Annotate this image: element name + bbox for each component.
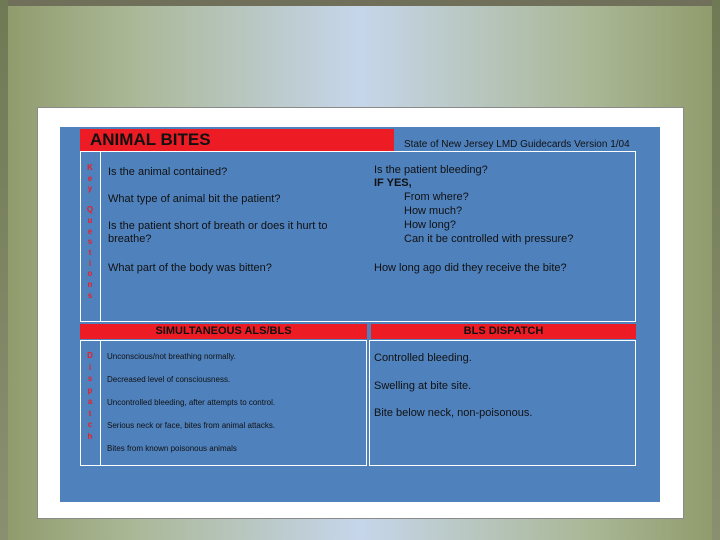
question-bleeding: Is the patient bleeding?: [374, 164, 488, 176]
bls-item-controlled-bleeding: Controlled bleeding.: [374, 352, 472, 364]
card-title: ANIMAL BITES: [80, 129, 394, 151]
als-item-decreased-consciousness: Decreased level of consciousness.: [107, 375, 231, 384]
sub-question-pressure: Can it be controlled with pressure?: [404, 233, 574, 245]
question-short-of-breath: Is the patient short of breath or does it hurt to: [108, 220, 328, 232]
sub-question-how-much: How much?: [404, 205, 463, 217]
sub-question-where: From where?: [404, 191, 469, 203]
question-breathe: breathe?: [108, 233, 152, 245]
key-questions-divider: [100, 152, 101, 321]
if-yes-label: IF YES,: [374, 177, 412, 189]
question-animal-type: What type of animal bit the patient?: [108, 193, 281, 205]
question-how-long-ago: How long ago did they receive the bite?: [374, 262, 567, 274]
dispatch-divider: [100, 341, 101, 465]
window-left-edge: [0, 0, 8, 540]
als-item-serious-bites: Serious neck or face, bites from animal attacks.: [107, 421, 276, 430]
als-item-unconscious: Unconscious/not breathing normally.: [107, 352, 236, 361]
bls-item-swelling: Swelling at bite site.: [374, 380, 472, 392]
card-version: State of New Jersey LMD Guidecards Version 1/04: [404, 139, 630, 150]
bls-dispatch-header: BLS DISPATCH: [371, 324, 636, 339]
als-bls-header: SIMULTANEOUS ALS/BLS: [80, 324, 367, 339]
question-body-part: What part of the body was bitten?: [108, 262, 272, 274]
dispatch-side-label: D i s p a t c h: [87, 351, 93, 441]
als-item-uncontrolled-bleeding: Uncontrolled bleeding, after attempts to control.: [107, 398, 276, 407]
window-right-edge: [712, 0, 720, 540]
bls-item-bite-below-neck: Bite below neck, non-poisonous.: [374, 407, 533, 419]
als-item-poisonous: Bites from known poisonous animals: [107, 444, 237, 453]
key-questions-side-label: K e y Q u e s t i o n s: [86, 163, 94, 300]
sub-question-how-long: How long?: [404, 219, 456, 231]
window-top-edge: [0, 0, 720, 6]
question-animal-contained: Is the animal contained?: [108, 166, 228, 178]
